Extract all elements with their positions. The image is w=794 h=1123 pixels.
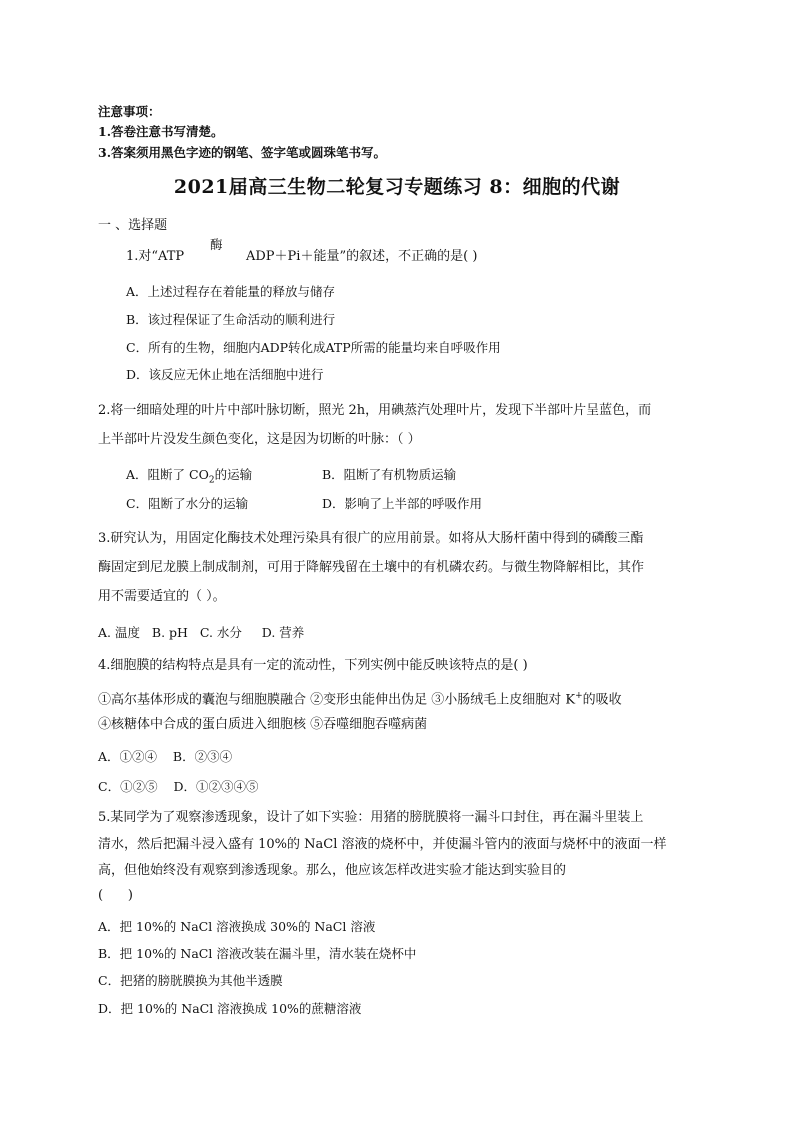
q4-options-ab: A．①②④ B．②③④ — [98, 749, 233, 764]
q5-stem-line-1: 5.某同学为了观察渗透现象，设计了如下实验：用猪的膀胱膜将一漏斗口封住，再在漏斗里装上 — [98, 810, 644, 825]
q5-option-a: A．把 10%的 NaCl 溶液换成 30%的 NaCl 溶液 — [98, 919, 376, 934]
q5-option-c: C．把猪的膀胱膜换为其他半透膜 — [98, 973, 283, 988]
q5-option-d: D．把 10%的 NaCl 溶液换成 10%的蔗糖溶液 — [98, 1001, 362, 1016]
q1-option-c: C．所有的生物，细胞内ADP转化成ATP所需的能量均来自呼吸作用 — [126, 340, 501, 355]
q3-stem-line-2: 酶固定到尼龙膜上制成制剂，可用于降解残留在土壤中的有机磷农药。与微生物降解相比，其作 — [98, 560, 645, 575]
q2-stem-line-1: 2.将一细暗处理的叶片中部叶脉切断，照光 2h，用碘蒸汽处理叶片，发现下半部叶片呈蓝色，而 — [98, 403, 652, 418]
q5-option-b: B．把 10%的 NaCl 溶液改装在漏斗里，清水装在烧杯中 — [98, 946, 417, 961]
q5-stem-line-3: 高，但他始终没有观察到渗透现象。那么，他应该怎样改进实验才能达到实验目的 — [98, 863, 567, 878]
q2-option-a: A．阻断了 $CO_2$的运输 — [126, 467, 253, 486]
q1-stem-left: 1.对“ATP — [126, 249, 185, 264]
q4-stem: 4.细胞膜的结构特点是具有一定的流动性，下列实例中能反映该特点的是( ) — [98, 658, 528, 673]
q5-stem-line-4: ( ) — [98, 888, 133, 903]
q1-option-a: A．上述过程存在着能量的释放与储存 — [126, 284, 336, 299]
q3-stem-line-3: 用不需要适宜的（ ）。 — [98, 589, 226, 604]
q1-option-b: B．该过程保证了生命活动的顺利进行 — [126, 312, 336, 327]
q4-items-line-2: ④核糖体中合成的蛋白质进入细胞核 ⑤吞噬细胞吞噬病菌 — [98, 717, 428, 732]
q1-stem-right: ADP＋Pi＋能量”的叙述，不正确的是( ) — [246, 249, 478, 264]
q4-items-line-1: ①高尔基体形成的囊泡与细胞膜融合 ②变形虫能伸出伪足 ③小肠绒毛上皮细胞对 K+的吸收 — [98, 691, 622, 708]
q3-options: A. 温度 B. pH C. 水分 D. 营养 — [98, 625, 305, 640]
notes-item-3: 3.答案须用黑色字迹的钢笔、签字笔或圆珠笔书写。 — [98, 145, 387, 160]
page-title: 2021届高三生物二轮复习专题练习 8：细胞的代谢 — [173, 176, 621, 198]
section-heading: 一 、选择题 — [98, 218, 168, 233]
q2-option-c: C．阻断了水分的运输 — [126, 496, 249, 511]
q1-option-d: D．该反应无休止地在活细胞中进行 — [126, 367, 324, 382]
notes-item-1: 1.答卷注意书写清楚。 — [98, 124, 224, 139]
q5-stem-line-2: 清水，然后把漏斗浸入盛有 10%的 NaCl 溶液的烧杯中，并使漏斗管内的液面与烧杯中的液面一样 — [98, 837, 667, 852]
q2-option-b: B．阻断了有机物质运输 — [322, 467, 457, 482]
q2-option-d: D．影响了上半部的呼吸作用 — [322, 496, 483, 511]
q2-stem-line-2: 上半部叶片没发生颜色变化，这是因为切断的叶脉：（ ） — [98, 432, 421, 447]
q4-options-cd: C．①②⑤ D．①②③④⑤ — [98, 779, 259, 794]
q3-stem-line-1: 3.研究认为，用固定化酶技术处理污染具有很广的应用前景。如将从大肠杆菌中得到的磷酸三酯 — [98, 531, 644, 546]
notes-heading: 注意事项： — [98, 104, 161, 119]
q1-enzyme-label: 酶 — [210, 237, 223, 252]
reaction-arrow-icon — [193, 256, 245, 257]
